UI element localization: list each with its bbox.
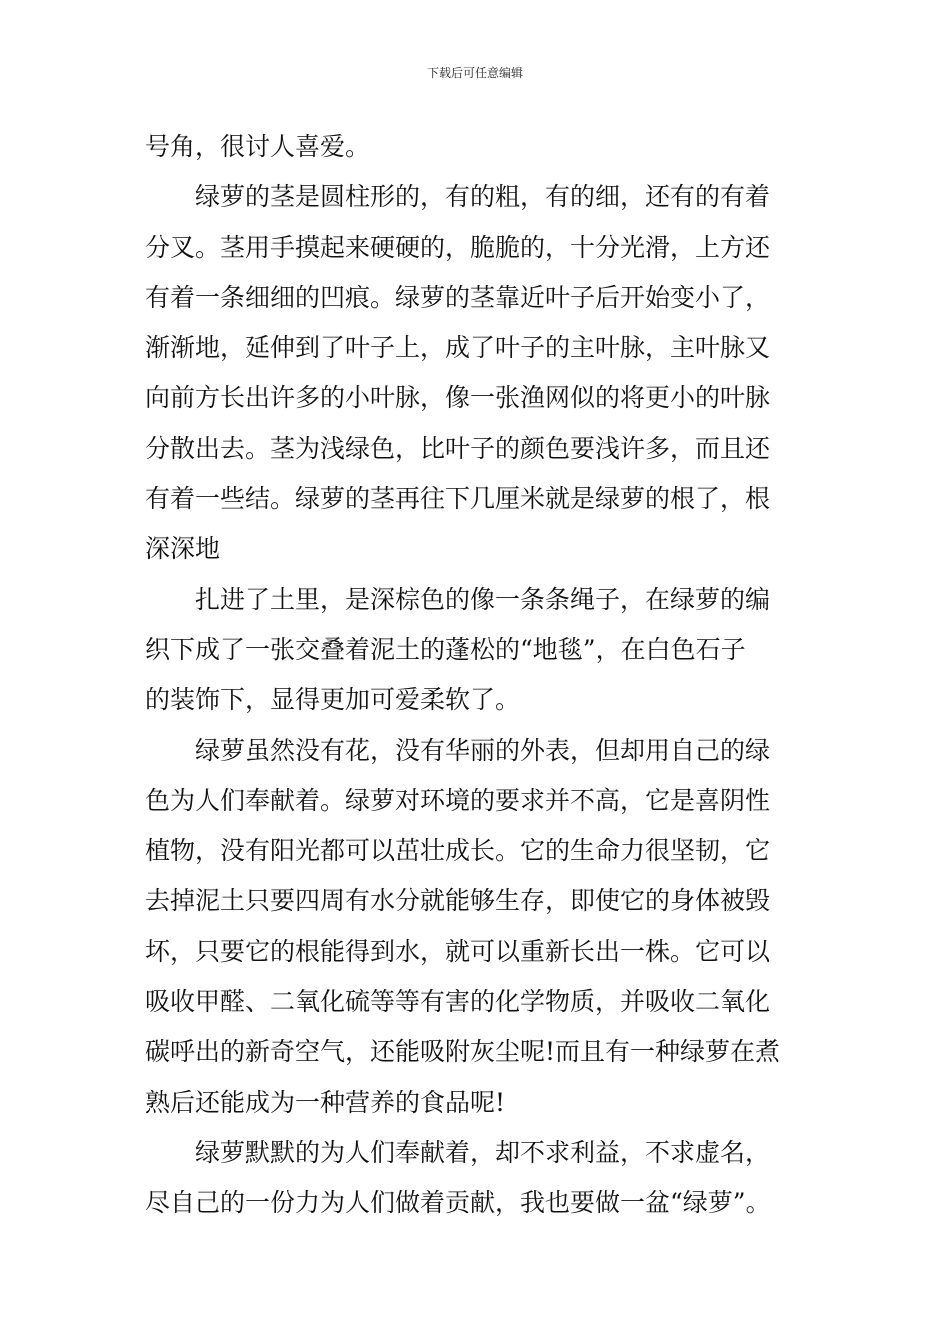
text-line: 有着一条细细的凹痕。绿萝的茎靠近叶子后开始变小了， xyxy=(145,282,771,312)
text-line: 色为人们奉献着。绿萝对环境的要求并不高，它是喜阴性 xyxy=(145,785,771,815)
text-line: 绿萝默默的为人们奉献着，却不求利益，不求虚名， xyxy=(145,1137,771,1167)
text-line: 植物，没有阳光都可以茁壮成长。它的生命力很坚韧，它 xyxy=(145,836,771,866)
text-line: 扎进了土里，是深棕色的像一条条绳子，在绿萝的编 xyxy=(145,584,771,614)
text-line: 深深地 xyxy=(145,534,221,564)
text-line: 吸收甲醛、二氧化硫等等有害的化学物质，并吸收二氧化 xyxy=(145,987,771,1017)
text-line: 织下成了一张交叠着泥土的蓬松的“地毯”，在白色石子 xyxy=(145,634,746,664)
text-line: 分叉。茎用手摸起来硬硬的，脆脆的，十分光滑，上方还 xyxy=(145,232,771,262)
text-line: 去掉泥土只要四周有水分就能够生存，即使它的身体被毁 xyxy=(145,886,771,916)
text-line: 绿萝的茎是圆柱形的，有的粗，有的细，还有的有着 xyxy=(145,182,771,212)
text-line: 向前方长出许多的小叶脉，像一张渔网似的将更小的叶脉 xyxy=(145,383,771,413)
text-line: 绿萝虽然没有花，没有华丽的外表，但却用自己的绿 xyxy=(145,735,771,765)
text-line: 渐渐地，延伸到了叶子上，成了叶子的主叶脉，主叶脉又 xyxy=(145,333,771,363)
text-line: 号角，很讨人喜爱。 xyxy=(145,132,371,161)
text-line: 尽自己的一份力为人们做着贡献，我也要做一盆“绿萝”。 xyxy=(145,1188,771,1218)
text-line: 坏，只要它的根能得到水，就可以重新长出一株。它可以 xyxy=(145,936,771,966)
text-line: 熟后还能成为一种营养的食品呢! xyxy=(145,1087,506,1117)
text-line: 有着一些结。绿萝的茎再往下几厘米就是绿萝的根了，根 xyxy=(145,484,771,514)
text-line: 碳呼出的新奇空气，还能吸附灰尘呢!而且有一种绿萝在煮 xyxy=(145,1037,781,1067)
text-line: 分散出去。茎为浅绿色，比叶子的颜色要浅许多，而且还 xyxy=(145,433,771,463)
text-line: 的装饰下，显得更加可爱柔软了。 xyxy=(145,685,521,715)
document-body xyxy=(145,122,810,1229)
page-header: 下载后可任意编辑 xyxy=(426,66,523,80)
